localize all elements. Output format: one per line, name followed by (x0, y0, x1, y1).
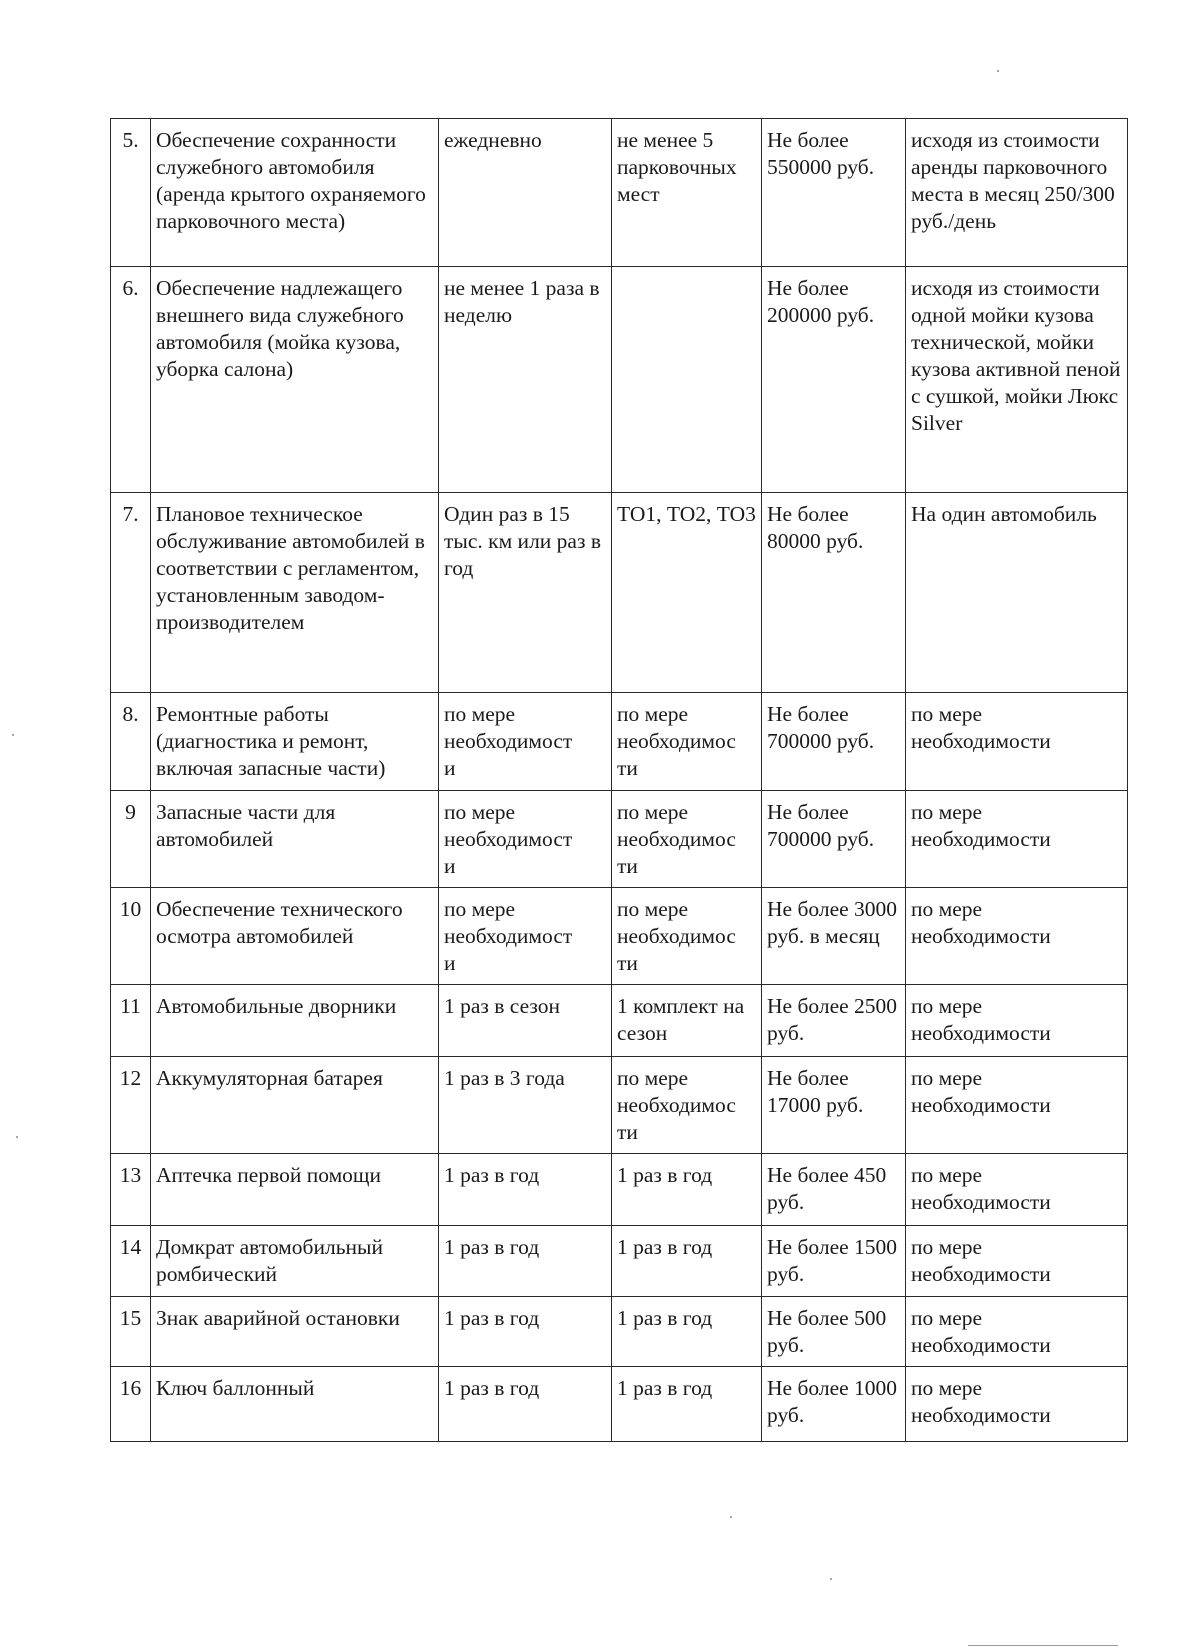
frequency-cell: по мере необходимост и (439, 888, 612, 985)
price-limit-cell: Не более 1500 руб. (762, 1226, 906, 1297)
price-limit-cell: Не более 550000 руб. (762, 119, 906, 267)
item-name-cell: Домкрат автомобильный ромбический (151, 1226, 439, 1297)
scan-speck (730, 1516, 732, 1518)
row-number-cell: 13 (111, 1154, 151, 1226)
item-name-cell: Обеспечение технического осмотра автомобилей (151, 888, 439, 985)
quantity-cell: 1 раз в год (612, 1226, 762, 1297)
table-row (111, 267, 1128, 493)
quantity-cell: не менее 5 парковочных мест (612, 119, 762, 267)
note-cell: исходя из стоимости аренды парковочного места в месяц 250/300 руб./день (906, 119, 1128, 267)
row-number-cell: 11 (111, 985, 151, 1057)
quantity-cell: 1 комплект на сезон (612, 985, 762, 1057)
frequency-cell: по мере необходимост и (439, 791, 612, 888)
scan-speck (997, 70, 999, 72)
note-cell: по мере необходимости (906, 1367, 1128, 1442)
quantity-cell: по мере необходимос ти (612, 1057, 762, 1154)
note-cell: по мере необходимости (906, 693, 1128, 791)
price-limit-cell: Не более 500 руб. (762, 1297, 906, 1367)
item-name-cell: Ключ баллонный (151, 1367, 439, 1442)
item-name-cell: Запасные части для автомобилей (151, 791, 439, 888)
frequency-cell: Один раз в 15 тыс. км или раз в год (439, 493, 612, 693)
frequency-cell: 1 раз в год (439, 1154, 612, 1226)
table-row (111, 1057, 1128, 1154)
item-name-cell: Знак аварийной остановки (151, 1297, 439, 1367)
table-row (111, 1226, 1128, 1297)
row-number-cell: 7. (111, 493, 151, 693)
note-cell: по мере необходимости (906, 1057, 1128, 1154)
table-row (111, 493, 1128, 693)
table-row (111, 888, 1128, 985)
note-cell: по мере необходимости (906, 1154, 1128, 1226)
row-number-cell: 8. (111, 693, 151, 791)
scan-edge-mark (968, 1645, 1118, 1646)
scan-speck (12, 734, 14, 736)
price-limit-cell: Не более 700000 руб. (762, 693, 906, 791)
note-cell: по мере необходимости (906, 985, 1128, 1057)
item-name-cell: Ремонтные работы (диагностика и ремонт, включая запасные части) (151, 693, 439, 791)
table-row (111, 119, 1128, 267)
table-row (111, 1154, 1128, 1226)
quantity-cell: по мере необходимос ти (612, 693, 762, 791)
row-number-cell: 14 (111, 1226, 151, 1297)
price-limit-cell: Не более 450 руб. (762, 1154, 906, 1226)
price-limit-cell: Не более 200000 руб. (762, 267, 906, 493)
table-row (111, 791, 1128, 888)
note-cell: На один автомобиль (906, 493, 1128, 693)
price-limit-cell: Не более 3000 руб. в месяц (762, 888, 906, 985)
frequency-cell: ежедневно (439, 119, 612, 267)
quantity-cell: по мере необходимос ти (612, 888, 762, 985)
table-row (111, 1297, 1128, 1367)
frequency-cell: по мере необходимост и (439, 693, 612, 791)
frequency-cell: 1 раз в год (439, 1367, 612, 1442)
price-limit-cell: Не более 2500 руб. (762, 985, 906, 1057)
frequency-cell: 1 раз в сезон (439, 985, 612, 1057)
frequency-cell: 1 раз в 3 года (439, 1057, 612, 1154)
price-limit-cell: Не более 17000 руб. (762, 1057, 906, 1154)
price-limit-cell: Не более 700000 руб. (762, 791, 906, 888)
row-number-cell: 6. (111, 267, 151, 493)
item-name-cell: Автомобильные дворники (151, 985, 439, 1057)
row-number-cell: 10 (111, 888, 151, 985)
note-cell: по мере необходимости (906, 1297, 1128, 1367)
item-name-cell: Плановое техническое обслуживание автомобилей в соответствии с регламентом, установленным заводом-производителем (151, 493, 439, 693)
quantity-cell (612, 267, 762, 493)
note-cell: по мере необходимости (906, 888, 1128, 985)
item-name-cell: Аптечка первой помощи (151, 1154, 439, 1226)
note-cell: по мере необходимости (906, 1226, 1128, 1297)
table-row (111, 693, 1128, 791)
quantity-cell: 1 раз в год (612, 1297, 762, 1367)
item-name-cell: Обеспечение сохранности служебного автомобиля (аренда крытого охраняемого парковочного места) (151, 119, 439, 267)
row-number-cell: 16 (111, 1367, 151, 1442)
quantity-cell: 1 раз в год (612, 1367, 762, 1442)
frequency-cell: не менее 1 раза в неделю (439, 267, 612, 493)
price-limit-cell: Не более 80000 руб. (762, 493, 906, 693)
quantity-cell: ТО1, ТО2, ТО3 (612, 493, 762, 693)
row-number-cell: 5. (111, 119, 151, 267)
norms-table (110, 118, 1128, 1442)
quantity-cell: 1 раз в год (612, 1154, 762, 1226)
note-cell: исходя из стоимости одной мойки кузова технической, мойки кузова активной пеной с сушкой, мойки Люкс Silver (906, 267, 1128, 493)
price-limit-cell: Не более 1000 руб. (762, 1367, 906, 1442)
scan-speck (16, 1136, 18, 1138)
quantity-cell: по мере необходимос ти (612, 791, 762, 888)
scan-speck (830, 1578, 832, 1580)
row-number-cell: 9 (111, 791, 151, 888)
item-name-cell: Обеспечение надлежащего внешнего вида служебного автомобиля (мойка кузова, уборка салона) (151, 267, 439, 493)
table-row (111, 985, 1128, 1057)
norms-table-body (111, 119, 1128, 1442)
item-name-cell: Аккумуляторная батарея (151, 1057, 439, 1154)
row-number-cell: 15 (111, 1297, 151, 1367)
frequency-cell: 1 раз в год (439, 1297, 612, 1367)
frequency-cell: 1 раз в год (439, 1226, 612, 1297)
note-cell: по мере необходимости (906, 791, 1128, 888)
table-row (111, 1367, 1128, 1442)
row-number-cell: 12 (111, 1057, 151, 1154)
